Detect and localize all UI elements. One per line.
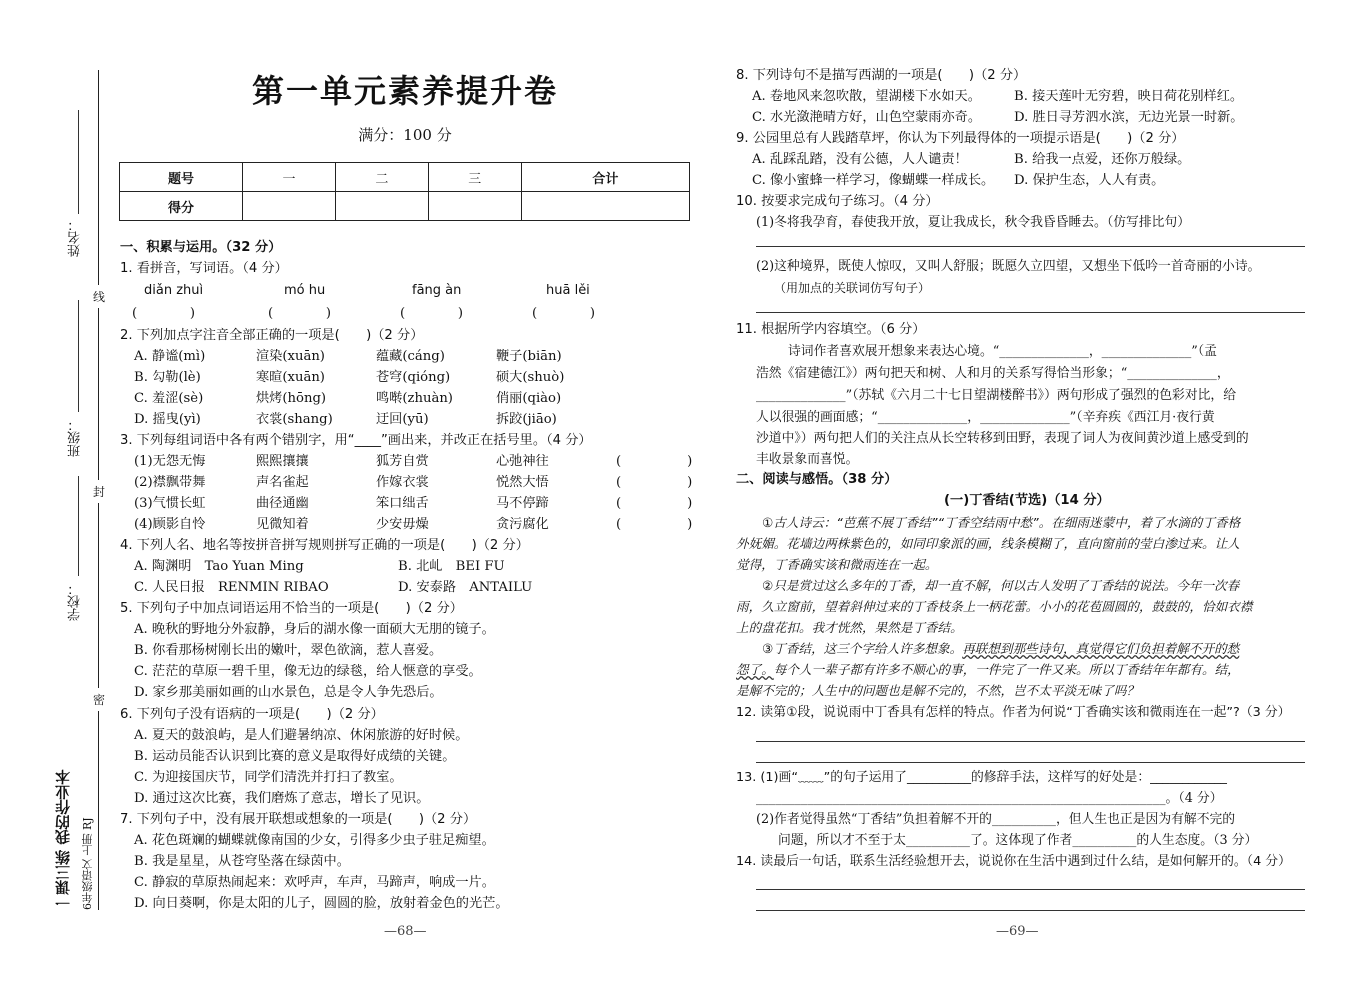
score-table-score-row xyxy=(120,192,690,221)
q2-option: A. 静谧(mì) xyxy=(134,349,206,364)
q3-word: 声名雀起 xyxy=(256,475,309,490)
passage-line: 上的盘花扣。我才恍然，果然是丁香结。 xyxy=(736,620,963,635)
school-fill-line xyxy=(78,476,79,576)
q2-option: 蕴藏(cáng) xyxy=(376,349,445,364)
score-cell: 得分 xyxy=(120,192,243,221)
q13-part1: 13. (1)画“﹏﹏”的句子运用了__________的修辞手法，这样写的好处是：____________ xyxy=(736,770,1227,785)
q3-answer-blank[interactable]: ( ) xyxy=(616,517,693,532)
q3-word: 马不停蹄 xyxy=(496,496,549,511)
q3-answer-blank[interactable]: ( ) xyxy=(616,454,693,469)
section-2-heading: 二、阅读与感悟。（38 分） xyxy=(736,472,898,487)
q11-text: 丰收景象而喜悦。 xyxy=(756,452,859,467)
q2-option: 烘烤(hōng) xyxy=(256,391,327,406)
q1-pinyin: huā lěi xyxy=(546,283,590,298)
q6-prompt: 6. 下列句子没有语病的一项是( )（2 分） xyxy=(120,707,384,722)
q7-option: A. 花色斑斓的蝴蝶就像南国的少女，引得多少虫子驻足痴望。 xyxy=(134,833,495,848)
grade-label: 6年级语文 上册 RJ xyxy=(81,817,94,910)
q9-option-c: C. 像小蜜蜂一样学习，像蝴蝶一样成长。 xyxy=(752,173,995,188)
passage-line xyxy=(736,660,1240,680)
q1-prompt: 1. 看拼音，写词语。（4 分） xyxy=(120,261,288,276)
passage-line xyxy=(762,639,1239,659)
q3-word: 少安毋燥 xyxy=(376,517,429,532)
score-cell: 一 xyxy=(243,163,336,192)
cut-mark-feng: 封 xyxy=(93,480,105,503)
score-cell: 合计 xyxy=(521,163,689,192)
q7-option: B. 我是星星，从苍穹坠落在绿茵中。 xyxy=(134,854,350,869)
q2-option: 衣裳(shang) xyxy=(256,412,333,427)
score-table xyxy=(119,162,690,221)
q1-pinyin: diǎn zhuì xyxy=(144,283,204,298)
q13-part1-blank[interactable]: ________________________________________________________________。（4 分） xyxy=(756,791,1223,806)
q4-option-d: D. 安泰路 ANTAILU xyxy=(398,580,533,595)
q11-prompt: 11. 根据所学内容填空。（6 分） xyxy=(736,322,926,337)
q12-answer-line[interactable] xyxy=(756,762,1305,763)
q1-answer-blank[interactable]: ( ) xyxy=(400,306,464,321)
q14-answer-line[interactable] xyxy=(756,889,1305,890)
school-label: 学校： xyxy=(68,582,83,621)
page-title: 第一单元素养提升卷 xyxy=(251,72,558,110)
passage-wavy-text: 怨了。 xyxy=(736,662,774,677)
passage-line: 觉得，丁香确实该和微雨连在一起。 xyxy=(736,557,938,572)
q2-option: D. 摇曳(yì) xyxy=(134,412,201,427)
q3-prompt: 3. 下列每组词语中各有两个错别字，用“____”画出来，并改正在括号里。（4 分） xyxy=(120,433,592,448)
q1-pinyin: fāng àn xyxy=(412,283,462,298)
score-input-cell[interactable] xyxy=(428,192,521,221)
passage-line: 雨，久立窗前，望着斜伸过来的丁香枝条上一柄花蕾。小小的花苞圆圆的，鼓鼓的，恰如衣襟 xyxy=(736,599,1253,614)
q9-option-d: D. 保护生态，人人有责。 xyxy=(1014,173,1165,188)
score-input-cell[interactable] xyxy=(521,192,689,221)
q6-option: D. 通过这次比赛，我们磨炼了意志，增长了见识。 xyxy=(134,791,430,806)
q2-option: 苍穹(qióng) xyxy=(376,370,451,385)
q8-prompt: 8. 下列诗句不是描写西湖的一项是( )（2 分） xyxy=(736,68,1027,83)
q10-part2-note: （用加点的关联词仿写句子） xyxy=(774,281,931,295)
q2-option: 拆跤(jiāo) xyxy=(496,412,557,427)
q10-prompt: 10. 按要求完成句子练习。（4 分） xyxy=(736,194,939,209)
passage-line: 是解不完的；人生中的问题也是解不完的，不然，岂不太平淡无味了吗？ xyxy=(736,683,1139,698)
q6-option: B. 运动员能否认识到比赛的意义是取得好成绩的关键。 xyxy=(134,749,456,764)
q9-option-b: B. 给我一点爱，还你万般绿。 xyxy=(1014,152,1191,167)
q2-option: B. 勾勒(lè) xyxy=(134,370,201,385)
q14-answer-line[interactable] xyxy=(756,910,1305,911)
score-table-header-row xyxy=(120,163,690,192)
passage-plain-text: ③丁香结，这三个字给人许多想象。 xyxy=(762,641,963,656)
page-number-left: —68— xyxy=(384,924,427,939)
reading-subtitle: (一)丁香结(节选)（14 分） xyxy=(944,493,1110,508)
binding-strip xyxy=(0,0,112,999)
q5-option: C. 茫茫的草原一碧千里，像无边的绿毯，给人惬意的享受。 xyxy=(134,664,482,679)
full-score: 满分：100 分 xyxy=(358,126,452,144)
q3-word: 曲径通幽 xyxy=(256,496,309,511)
q3-word: 熙熙攘攘 xyxy=(256,454,309,469)
q1-answer-blank[interactable]: ( ) xyxy=(532,306,596,321)
q14-prompt: 14. 读最后一句话，联系生活经验想开去，说说你在生活中遇到过什么结，是如何解开的。（4 分） xyxy=(736,854,1291,869)
score-cell: 题号 xyxy=(120,163,243,192)
q8-option-c: C. 水光潋滟晴方好，山色空蒙雨亦奇。 xyxy=(752,110,982,125)
q3-answer-blank[interactable]: ( ) xyxy=(616,496,693,511)
q11-text: 浩然《宿建德江》）两句把天和树、人和月的关系写得恰当形象；“______________， xyxy=(756,366,1230,381)
q9-option-a: A. 乱踩乱踏，没有公德，人人谴责！ xyxy=(752,152,968,167)
passage-line: ①古人诗云：“芭蕉不展丁香结”“丁香空结雨中愁”。在细雨迷蒙中，着了水滴的丁香格 xyxy=(762,515,1241,530)
score-input-cell[interactable] xyxy=(243,192,336,221)
q3-word: 作嫁衣裳 xyxy=(376,475,429,490)
q11-text: 诗词作者喜欢展开想象来表达心境。“______________，______________”（孟 xyxy=(788,344,1217,359)
q8-option-a: A. 卷地风来忽吹散，望湖楼下水如天。 xyxy=(752,89,981,104)
q4-option-b: B. 北乢 BEI FU xyxy=(398,559,505,574)
q7-option: C. 静寂的草原热闹起来：欢呼声，车声，马蹄声，响成一片。 xyxy=(134,875,495,890)
q5-prompt: 5. 下列句子中加点词语运用不恰当的一项是( )（2 分） xyxy=(120,601,463,616)
passage-line: 外妩媚。花墙边两株紫色的，如同印象派的画，线条模糊了，直向窗前的莹白渗过来。让人 xyxy=(736,536,1240,551)
q1-answer-blank[interactable]: ( ) xyxy=(132,306,196,321)
q6-option: C. 为迎接国庆节，同学们清洗并打扫了教室。 xyxy=(134,770,403,785)
q3-word: 贪污腐化 xyxy=(496,517,549,532)
q5-option: A. 晚秋的野地分外寂静，身后的湖水像一面硕大无朋的镜子。 xyxy=(134,622,495,637)
q8-option-d: D. 胜日寻芳泗水滨，无边光景一时新。 xyxy=(1014,110,1244,125)
passage-wavy-text: 再联想到那些诗句，真觉得它们负担着解不开的愁 xyxy=(962,641,1240,656)
q11-text: 人以很强的画面感；“______________，______________”（辛弃疾《西江月·夜行黄 xyxy=(756,410,1215,425)
class-label: 班级： xyxy=(68,418,83,457)
q2-prompt: 2. 下列加点字注音全部正确的一项是( )（2 分） xyxy=(120,328,424,343)
q4-prompt: 4. 下列人名、地名等按拼音拼写规则拼写正确的一项是( )（2 分） xyxy=(120,538,529,553)
name-label: 姓名： xyxy=(68,218,83,257)
class-fill-line xyxy=(78,300,79,412)
q12-prompt: 12. 读第①段，说说雨中丁香具有怎样的特点。作者为何说“丁香确实该和微雨连在一起”?（3 分） xyxy=(736,705,1291,720)
q3-word: 见微知着 xyxy=(256,517,309,532)
q10-part1: (1)冬将我孕育，春使我开放，夏让我成长，秋令我昏昏睡去。（仿写排比句） xyxy=(756,215,1191,230)
q2-option: 渲染(xuān) xyxy=(256,349,325,364)
q12-answer-line[interactable] xyxy=(756,741,1305,742)
score-cell: 二 xyxy=(335,163,428,192)
q10-answer-line[interactable] xyxy=(756,246,1305,247)
q9-prompt: 9. 公园里总有人践踏草坪，你认为下列最得体的一项提示语是( )（2 分） xyxy=(736,131,1185,146)
q2-option: 鸣啭(zhuàn) xyxy=(376,391,453,406)
q3-word: 笨口绌舌 xyxy=(376,496,429,511)
score-input-cell[interactable] xyxy=(335,192,428,221)
q1-pinyin: mó hu xyxy=(284,283,326,298)
q13-part2: (2)作者觉得虽然“丁香结”负担着解不开的__________，但人生也正是因为有解不完的 xyxy=(756,812,1236,827)
cut-mark-xian: 线 xyxy=(93,285,105,308)
q7-prompt: 7. 下列句子中，没有展开联想或想象的一项是( )（2 分） xyxy=(120,812,477,827)
q2-option: 鞭子(biān) xyxy=(496,349,562,364)
q10-answer-line[interactable] xyxy=(756,312,1305,313)
q3-word: (3)气惯长虹 xyxy=(134,496,206,511)
q4-option-c: C. 人民日报 RENMIN RIBAO xyxy=(134,580,329,595)
q11-text: ______________”（苏轼《六月二十七日望湖楼醉书》）两句形成了强烈的色彩对比，给 xyxy=(756,388,1237,403)
q2-option: 俏丽(qiào) xyxy=(496,391,562,406)
q3-word: (4)顾影自怜 xyxy=(134,517,206,532)
score-cell: 三 xyxy=(428,163,521,192)
q8-option-b: B. 接天莲叶无穷碧，映日荷花别样红。 xyxy=(1014,89,1244,104)
q11-text: 沙道中》）两句把人们的关注点从长空转移到田野，表现了词人为夜间黄沙道上感受到的 xyxy=(756,431,1249,446)
q6-option: A. 夏天的鼓浪屿，是人们避暑纳凉、休闲旅游的好时候。 xyxy=(134,728,469,743)
q13-part2-cont: 问题，所以才不至于太__________了。这体现了作者__________的人生态度。（3 分） xyxy=(778,833,1258,848)
q5-option: B. 你看那杨树刚长出的嫩叶，翠色欲滴，惹人喜爱。 xyxy=(134,643,443,658)
q3-word: (1)无怨无悔 xyxy=(134,454,206,469)
q3-word: 悦然大悟 xyxy=(496,475,549,490)
q3-word: 狐芳自赏 xyxy=(376,454,429,469)
q2-option: 寒暄(xuān) xyxy=(256,370,325,385)
q10-part2: (2)这种境界，既使人惊叹，又叫人舒服；既愿久立四望，又想坐下低吟一首奇丽的小诗。 xyxy=(756,259,1261,274)
q1-answer-blank[interactable]: ( ) xyxy=(268,306,332,321)
q2-option: 迂回(yū) xyxy=(376,412,429,427)
passage-line: ②只是赏过这么多年的丁香，却一直不解，何以古人发明了丁香结的说法。今年一次春 xyxy=(762,578,1240,593)
passage-plain-text: 每个人一辈子都有许多不顺心的事，一件完了一件又来。所以丁香结年年都有。结， xyxy=(773,662,1240,677)
section-1-heading: 一、积累与运用。（32 分） xyxy=(120,240,282,255)
q2-option: 硕大(shuò) xyxy=(496,370,565,385)
q3-answer-blank[interactable]: ( ) xyxy=(616,475,693,490)
q5-option: D. 家乡那美丽如画的山水景色，总是令人争先恐后。 xyxy=(134,685,443,700)
name-fill-line xyxy=(78,110,79,214)
q3-word: (2)襟飘带舞 xyxy=(134,475,206,490)
q3-word: 心弛神往 xyxy=(496,454,549,469)
q7-option: D. 向日葵啊，你是太阳的儿子，圆圆的脸，放射着金色的光芒。 xyxy=(134,896,509,911)
page-number-right: —69— xyxy=(996,924,1039,939)
cut-mark-mi: 密 xyxy=(93,688,105,711)
q4-option-a: A. 陶渊明 Tao Yuan Ming xyxy=(134,559,304,574)
brand-logo-text: 一课三练 我的作业本 xyxy=(54,769,72,910)
q2-option: C. 羞涩(sè) xyxy=(134,391,204,406)
